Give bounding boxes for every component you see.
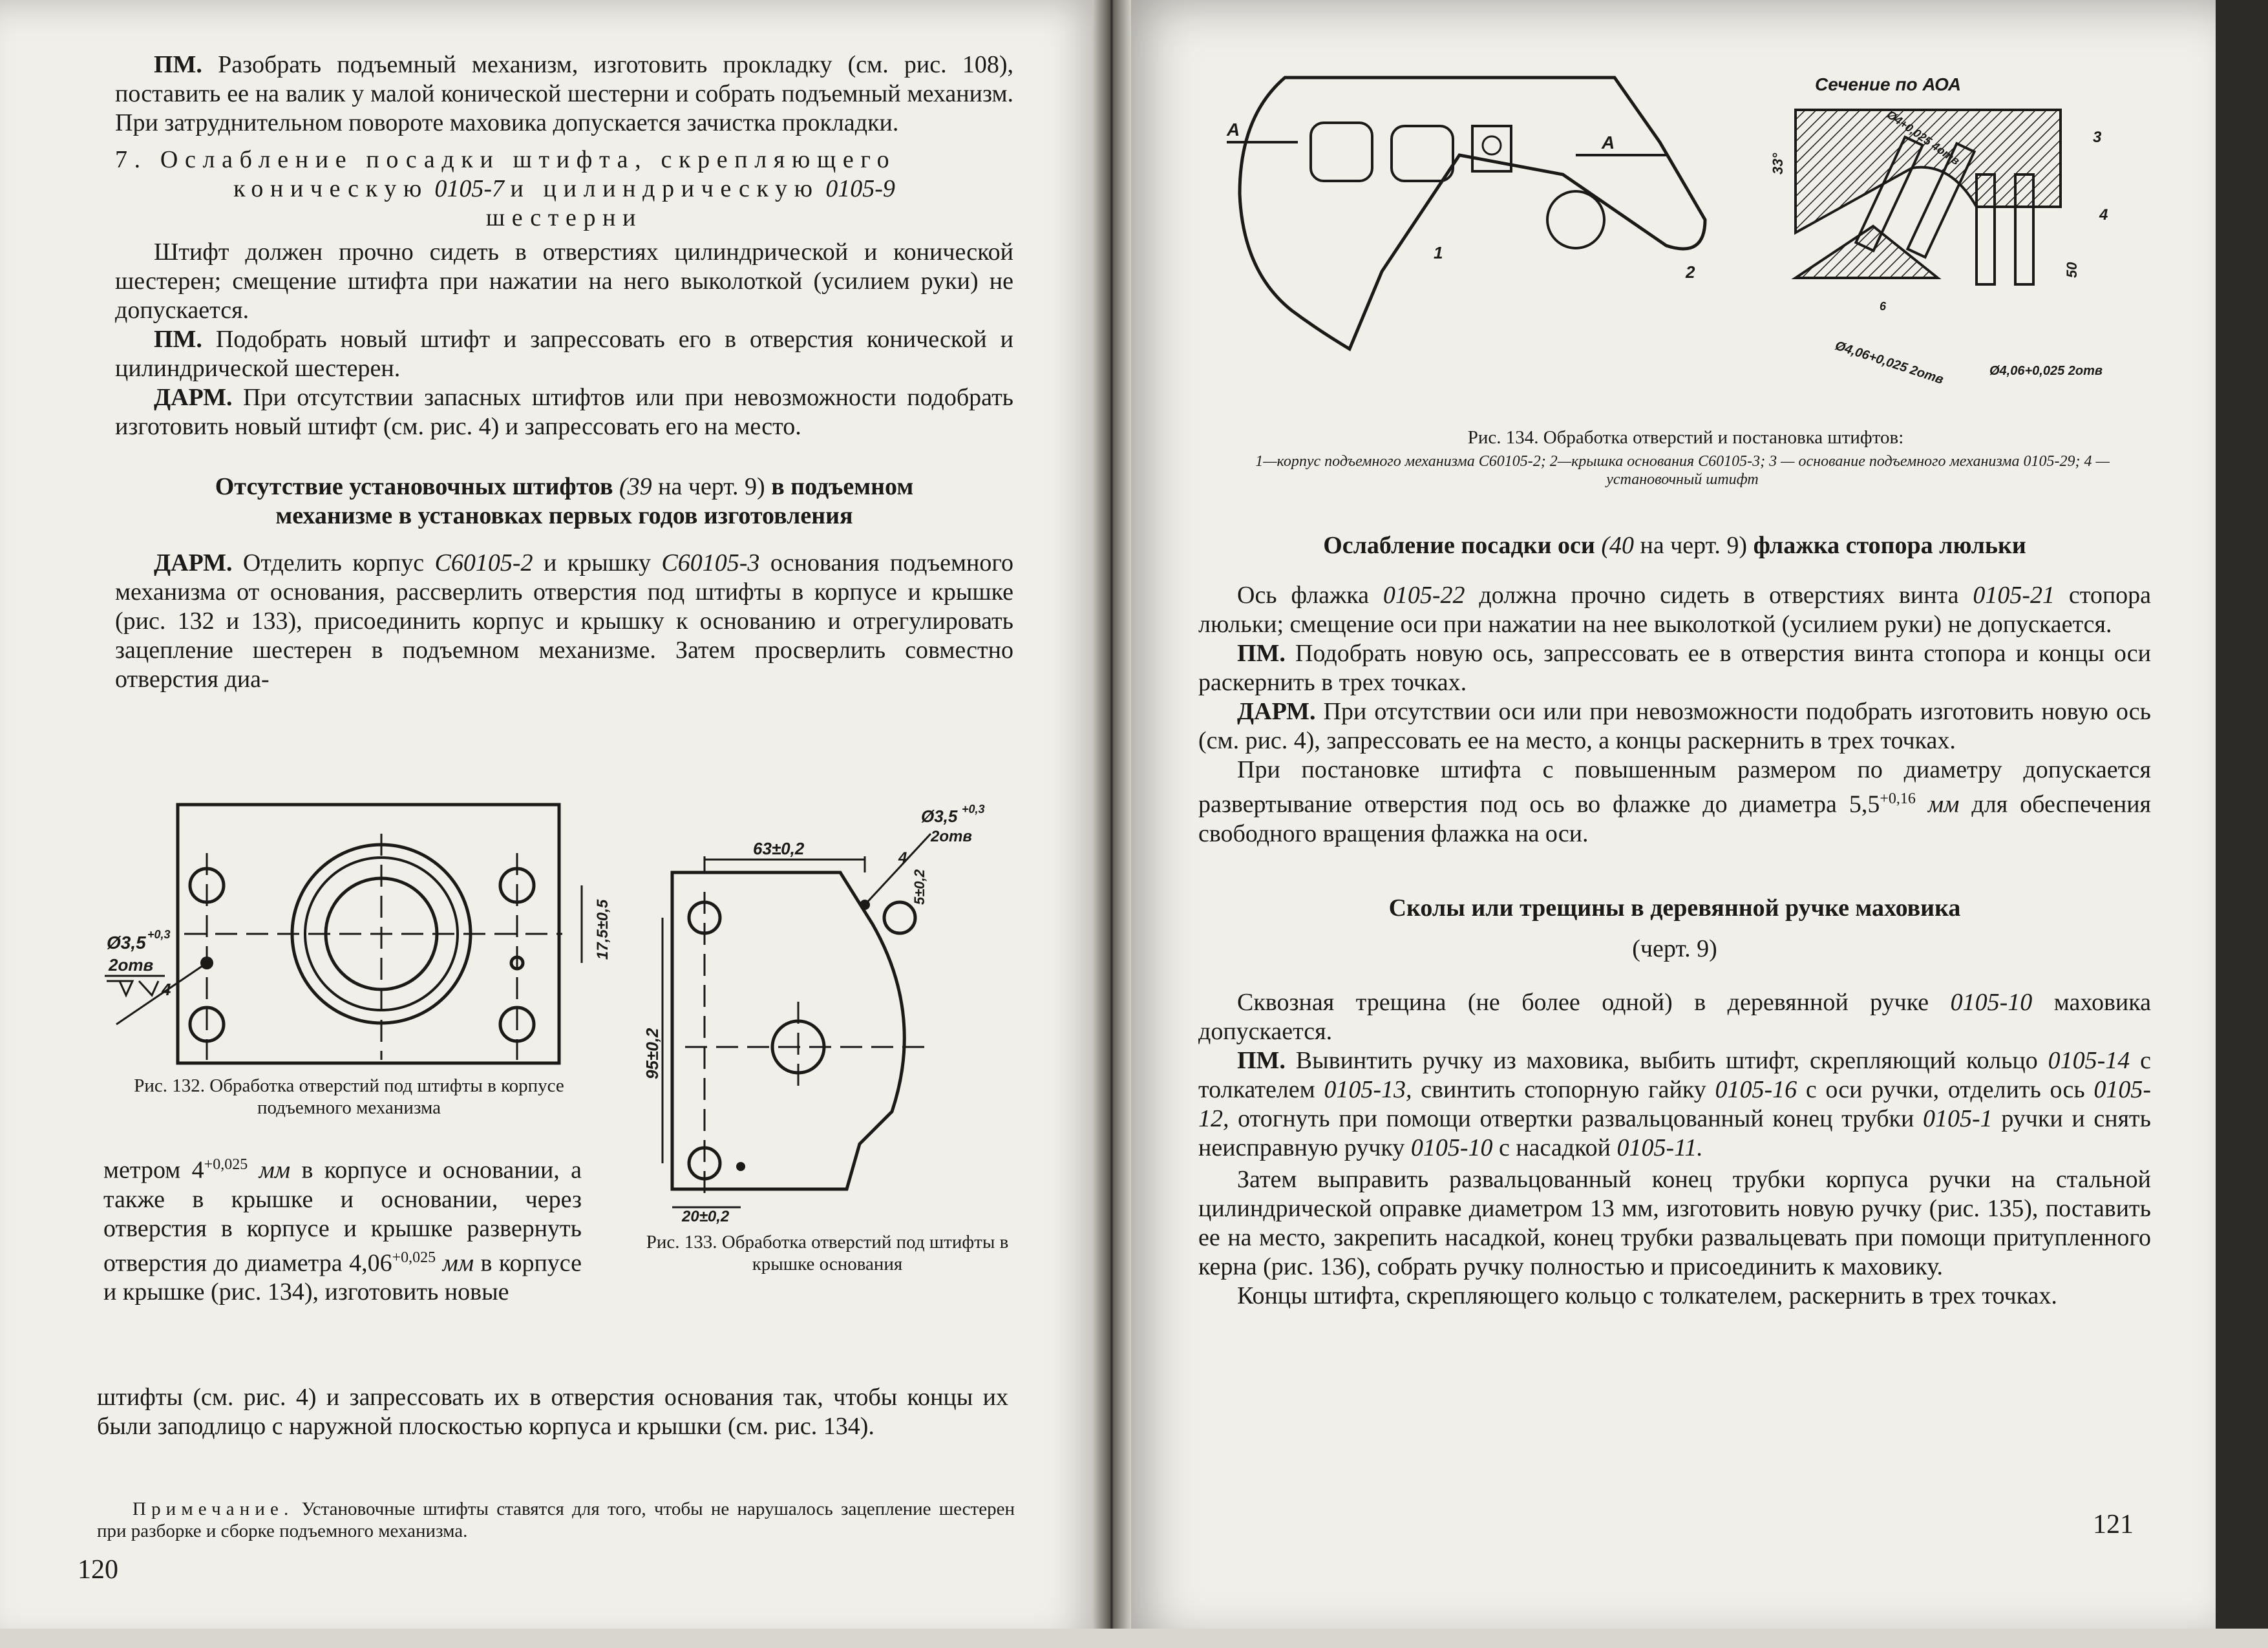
fig133-label-tol: +0,3	[962, 803, 985, 816]
part-number: С60105-2	[434, 549, 533, 576]
para-text: Отделить корпус	[242, 549, 425, 576]
para-text: Подобрать новый штифт и запрессовать его в отверстия конической и цилиндрической шестерен.	[115, 326, 1014, 382]
para-text: Сквозная трещина (не более одной) в деревянной ручке	[1237, 988, 1929, 1016]
part-number: 0105-9	[825, 175, 895, 202]
para-text: отогнуть при помощи отвертки развальцованный конец трубки	[1238, 1104, 1914, 1132]
para-text: При отсутствии запасных штифтов или при невозможности подобрать изготовить новый штифт (см. рис. 4) и запрессовать его на место.	[115, 384, 1014, 440]
part-number: 0105-13,	[1324, 1075, 1412, 1103]
para-text: штифты (см. рис. 4) и запрессовать их в отверстия основания так, чтобы концы их были заподлицо с наружной плоскостью корпуса и крышки (см. рис. 134).	[97, 1384, 1008, 1440]
figure-132-drawing	[97, 801, 614, 1086]
right-heading-4	[1198, 894, 2151, 923]
left-page	[0, 0, 1110, 1648]
para-lead: ПМ.	[154, 51, 202, 78]
fig132-caption: Рис. 132. Обработка отверстий под штифты в корпусе подъемного механизма	[134, 1075, 564, 1118]
fig134-label-t3: Ø4,06+0,025 2отв	[1989, 364, 2103, 378]
fig134-hole	[1547, 191, 1604, 248]
para-lead: ДАРМ.	[1237, 698, 1316, 725]
fig134-label-r: 6	[1880, 300, 1887, 313]
para-text: с оси ручки, отделить ось	[1805, 1075, 2085, 1103]
left-para-4	[115, 383, 1013, 441]
fig133-label-rough: 4	[898, 849, 907, 867]
fig132-roughness-mark	[107, 981, 158, 995]
heading-ref: на черт. 9)	[658, 473, 765, 500]
right-para-4	[1198, 755, 2151, 849]
para-text: стопора люльки; смещение оси при нажатии на нее выколоткой (усилием руки) не допускается.	[1198, 582, 2152, 638]
scan-edge-right	[2216, 0, 2268, 1648]
fig134-label-a: А	[1227, 120, 1240, 140]
heading-ref: (39	[619, 473, 652, 500]
para-text: ручки и снять неисправную ручку	[1198, 1104, 2151, 1161]
fig132-label-dim: 17,5±0,5	[594, 899, 611, 960]
part-number: 0105-12,	[1198, 1075, 2152, 1132]
heading-text: механизме в установках первых годов изготовления	[275, 502, 853, 529]
fig134-section-label: Сечение по АОА	[1815, 74, 1962, 94]
right-heading-3	[1198, 531, 2151, 560]
heading-text: Ослабление посадки оси	[1323, 532, 1595, 559]
value: 5,5	[1849, 790, 1880, 818]
left-para-6	[103, 1150, 582, 1307]
unit: мм	[442, 1249, 474, 1277]
right-page	[1110, 0, 2216, 1648]
fig134-label-50: 50	[2064, 262, 2080, 278]
para-text: для обеспечения свободного вращения флажка на оси.	[1198, 790, 2152, 847]
tolerance: +0,025	[204, 1156, 248, 1173]
part-number: 0105-21	[1973, 582, 2055, 609]
para-text: в корпусе и основании, а также в крышке и основании, через отверстия в корпусе и крышке развернуть отверстия до диаметра	[103, 1156, 582, 1277]
para-text: с насадкой	[1498, 1134, 1611, 1161]
part-number: 0105-22	[1383, 582, 1465, 609]
section-title: 7. Ослабление посадки штифта, скрепляющего	[115, 146, 896, 173]
title-word: шестерни	[485, 204, 643, 231]
para-text: основания подъемного механизма от основания, рассверлить отверстия под штифты в корпусе и крышке (рис. 132 и 133), присоединить корпус и крышку к основанию и отрегулировать зацепление шестерен в подъемном механизме. Затем просверлить совместно отверстия диа-	[115, 549, 1014, 693]
right-para-8: Концы штифта, скрепляющего кольцо с толкателем, раскернить в трех точках.	[1237, 1282, 2057, 1309]
left-heading-2	[115, 472, 1013, 531]
fig134-pin	[1311, 123, 1372, 181]
fig134-hole	[1483, 136, 1501, 154]
right-para-1	[1198, 581, 2151, 639]
part-number: С60105-3	[661, 549, 760, 576]
para-text: и крышку	[543, 549, 651, 576]
fig132-label-dia: Ø3,5	[107, 933, 146, 953]
para-text: с толкателем	[1198, 1046, 2151, 1103]
left-para-3	[115, 325, 1013, 383]
right-para-7: Затем выправить развальцованный конец трубки корпуса ручки на стальной цилиндрической оправке диаметром 13 мм, изготовить новую ручку (рис. 135), поставить ее на место, закрепить насадкой, конец трубки развальцевать при помощи притупленного керна (рис. 136), собрать ручку полностью и присоединить к маховику.	[1198, 1165, 2151, 1280]
para-lead: ПМ.	[1237, 1046, 1286, 1074]
note-lead: Примечание.	[132, 1499, 294, 1519]
part-number: 0105-10	[1410, 1134, 1493, 1161]
fig134-label-t1: Ø4+0,025 4отв	[1884, 107, 1962, 168]
part-number: 0105-16	[1715, 1075, 1797, 1103]
para-lead: ДАРМ.	[154, 549, 233, 576]
fig133-label-small: 5±0,2	[911, 869, 927, 905]
title-word: коническую	[233, 175, 429, 202]
unit: мм	[259, 1156, 291, 1184]
fig132-label-qty: 2отв	[109, 955, 154, 975]
fig134-label-t2: Ø4,06+0,025 2отв	[1833, 338, 1945, 387]
scan-edge-bottom	[0, 1629, 2268, 1648]
fig134-pin	[1392, 126, 1453, 181]
heading-text: Отсутствие установочных штифтов	[215, 473, 613, 500]
fig134-label-1: 1	[1434, 243, 1443, 262]
left-para-6-tail	[97, 1383, 1008, 1441]
title-word: и цилиндрическую	[510, 175, 820, 202]
tolerance: +0,025	[392, 1249, 436, 1266]
heading-text: Сколы или трещины в деревянной ручке маховика	[1388, 894, 1961, 922]
book-gutter	[1092, 0, 1131, 1648]
section7-title-line3	[115, 204, 1013, 233]
para-lead: ПМ.	[1237, 640, 1286, 667]
figure-133-drawing	[642, 803, 1008, 1225]
fig133-label-bottom: 20±0,2	[682, 1208, 730, 1225]
fig134-label-2: 2	[1686, 262, 1695, 282]
right-text-block-1	[1198, 531, 2151, 1311]
left-para-1	[115, 50, 1013, 138]
fig133-pin-hole	[736, 1162, 745, 1171]
page-number-right: 121	[2093, 1510, 2134, 1539]
part-number: 0105-1	[1923, 1104, 1993, 1132]
value: 4,06	[349, 1249, 392, 1277]
para-text: При отсутствии оси или при невозможности подобрать изготовить новую ось (см. рис. 4), запрессовать ее на место, а концы раскернить в трех точках.	[1198, 698, 2151, 754]
right-para-6	[1198, 1046, 2151, 1163]
left-para-2: Штифт должен прочно сидеть в отверстиях цилиндрической и конической шестерен; смещение штифта при нажатии на него выколоткой (усилием руки) не допускается.	[115, 238, 1013, 324]
para-text: Ось флажка	[1237, 582, 1369, 609]
para-text: При постановке штифта с повышенным размером по диаметру допускается развертывание отверстия под ось во флажке до диаметра	[1198, 756, 2151, 818]
note-text: Установочные штифты ставятся для того, чтобы не нарушалось зацепление шестерен при разборке и сборке подъемного механизма.	[97, 1499, 1015, 1541]
right-para-3	[1198, 697, 2151, 755]
fig134-housing	[1240, 78, 1705, 349]
para-text: в корпусе и крышке (рис. 134), изготовить новые	[103, 1249, 582, 1306]
para-lead: ПМ.	[154, 326, 202, 353]
left-text-block-1	[115, 50, 1013, 694]
fig133-hole	[884, 902, 915, 933]
fig132-label-rough: 4	[162, 980, 171, 999]
fig134-caption-legend: 1—корпус подъемного механизма С60105-2; 2—крышка основания С60105-3; 3 — основание подъемного механизма 0105-29; 4 — установочный штифт	[1255, 453, 2110, 488]
figure-134-drawing	[1214, 65, 2151, 427]
fig133-label-w: 63±0,2	[753, 839, 805, 858]
left-para-5	[115, 549, 1013, 694]
fig134-label-a: А	[1602, 132, 1615, 153]
fig134-label-4: 4	[2099, 206, 2108, 224]
para-text: Разобрать подъемный механизм, изготовить прокладку (см. рис. 108), поставить ее на валик у малой конической шестерни и собрать подъемный механизм. При затруднительном повороте маховика допускается зачистка прокладки.	[115, 51, 1013, 136]
fig133-label-dia: Ø3,5	[921, 807, 958, 826]
unit: мм	[1927, 790, 1960, 818]
heading-ref: (40	[1601, 532, 1634, 559]
para-lead: ДАРМ.	[154, 384, 233, 411]
fig133-label-qty: 2отв	[931, 828, 972, 845]
tolerance: +0,16	[1880, 790, 1916, 807]
para-text: метром	[103, 1156, 181, 1184]
para-text: свинтить стопорную гайку	[1421, 1075, 1706, 1103]
fig134-base-section	[1796, 107, 2061, 233]
page-number-left: 120	[78, 1555, 118, 1585]
fig133-centerlines	[685, 892, 924, 1196]
heading-text: в подъемном	[771, 473, 914, 500]
part-number: 0105-14	[2048, 1046, 2130, 1074]
right-para-5	[1198, 988, 2151, 1046]
section7-title-line2	[115, 174, 1013, 204]
para-text: Подобрать новую ось, запрессовать ее в отверстия винта стопора и концы оси раскернить в трех точках.	[1198, 640, 2151, 696]
fig134-label-3: 3	[2093, 129, 2102, 146]
right-heading-4-sub: (черт. 9)	[1632, 935, 1717, 962]
fig132-label-tol: +0,3	[147, 928, 171, 941]
part-number: 0105-11.	[1616, 1134, 1703, 1161]
heading-ref: на черт. 9)	[1640, 532, 1748, 559]
para-text: должна прочно сидеть в отверстиях винта	[1479, 582, 1959, 609]
value: 4	[191, 1156, 204, 1184]
part-number: 0105-10	[1950, 988, 2033, 1016]
para-text: маховика допускается.	[1198, 988, 2152, 1045]
right-para-2	[1198, 639, 2151, 697]
fig133-label-h: 95±0,2	[642, 1028, 662, 1079]
fig132-centerlines	[184, 834, 562, 1060]
left-note	[97, 1498, 1015, 1542]
heading-text: флажка стопора люльки	[1753, 532, 2026, 559]
fig133-body	[672, 872, 904, 1189]
fig134-caption: Рис. 134. Обработка отверстий и постановка штифтов:	[1467, 427, 1904, 448]
fig133-caption: Рис. 133. Обработка отверстий под штифты в крышке основания	[646, 1232, 1009, 1274]
section7-title-line1	[115, 145, 1013, 174]
fig134-label-33: 33°	[1770, 153, 1786, 174]
para-text: Вывинтить ручку из маховика, выбить штифт, скрепляющий кольцо	[1295, 1046, 2038, 1074]
part-number: 0105-7	[434, 175, 505, 202]
